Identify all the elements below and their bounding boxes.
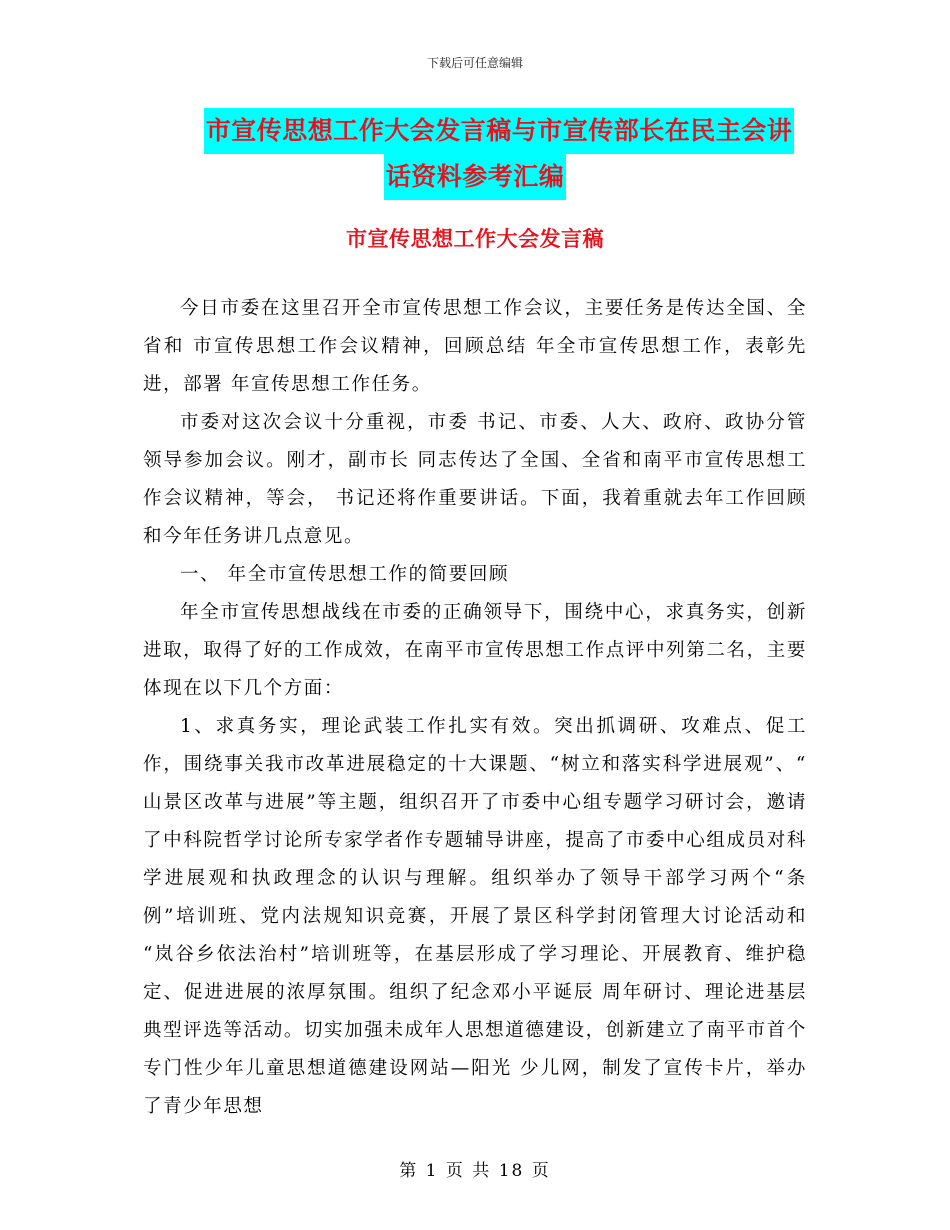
paragraph: 市委对这次会议十分重视，市委 书记、市委、人大、政府、政协分管领导参加会议。刚才，副市长 同志传达了全国、全省和南平市宣传思想工作会议精神，等会， 书记还将作重要讲话。下面，我着重就去年工作回顾和今年任务讲几点意见。	[143, 412, 807, 547]
paragraph: 年全市宣传思想战线在市委的正确领导下，围绕中心，求真务实，创新进取，取得了好的工作成效，在南平市宣传思想工作点评中列第二名，主要体现在以下几个方面：	[143, 602, 807, 699]
paragraph: 今日市委在这里召开全市宣传思想工作会议，主要任务是传达全国、全省和 市宣传思想工作会议精神，回顾总结 年全市宣传思想工作，表彰先进，部署 年宣传思想工作任务。	[143, 298, 807, 395]
section-heading: 一、 年全市宣传思想工作的简要回顾	[180, 564, 510, 585]
header-note: 下载后可任意编辑	[426, 56, 523, 70]
title-line-2: 话资料参考汇编	[384, 154, 567, 200]
title-line-1: 市宣传思想工作大会发言稿与市宣传部长在民主会讲	[204, 108, 795, 154]
paragraph: 1、求真务实，理论武装工作扎实有效。突出抓调研、攻难点、促工作，围绕事关我市改革进展稳定的十大课题、“树立和落实科学进展观”、“ 山景区改革与进展”等主题，组织召开了市委中心组专题学习研讨会，邀请了中科院哲学讨论所专家学者作专题辅导讲座，提高了市委中心组成员对科学进展观和执政理念的认识与理解。组织举办了领导干部学习两个“条例”培训班、党内法规知识竞赛，开展了景区科学封闭管理大讨论活动和 “岚谷乡依法治村”培训班等，在基层形成了学习理论、开展教育、维护稳定、促进进展的浓厚氛围。组织了纪念邓小平诞辰 周年研讨、理论进基层典型评选等活动。切实加强未成年人思想道德建设，创新建立了南平市首个专门性少年儿童思想道德建设网站—阳光 少儿网，制发了宣传卡片，举办了青少年思想	[143, 716, 807, 1117]
body-text	[143, 290, 807, 1126]
section-subtitle: 市宣传思想工作大会发言稿	[346, 227, 604, 251]
document-title	[145, 108, 805, 200]
page-number-footer: 第 1 页 共 18 页	[399, 1161, 551, 1181]
